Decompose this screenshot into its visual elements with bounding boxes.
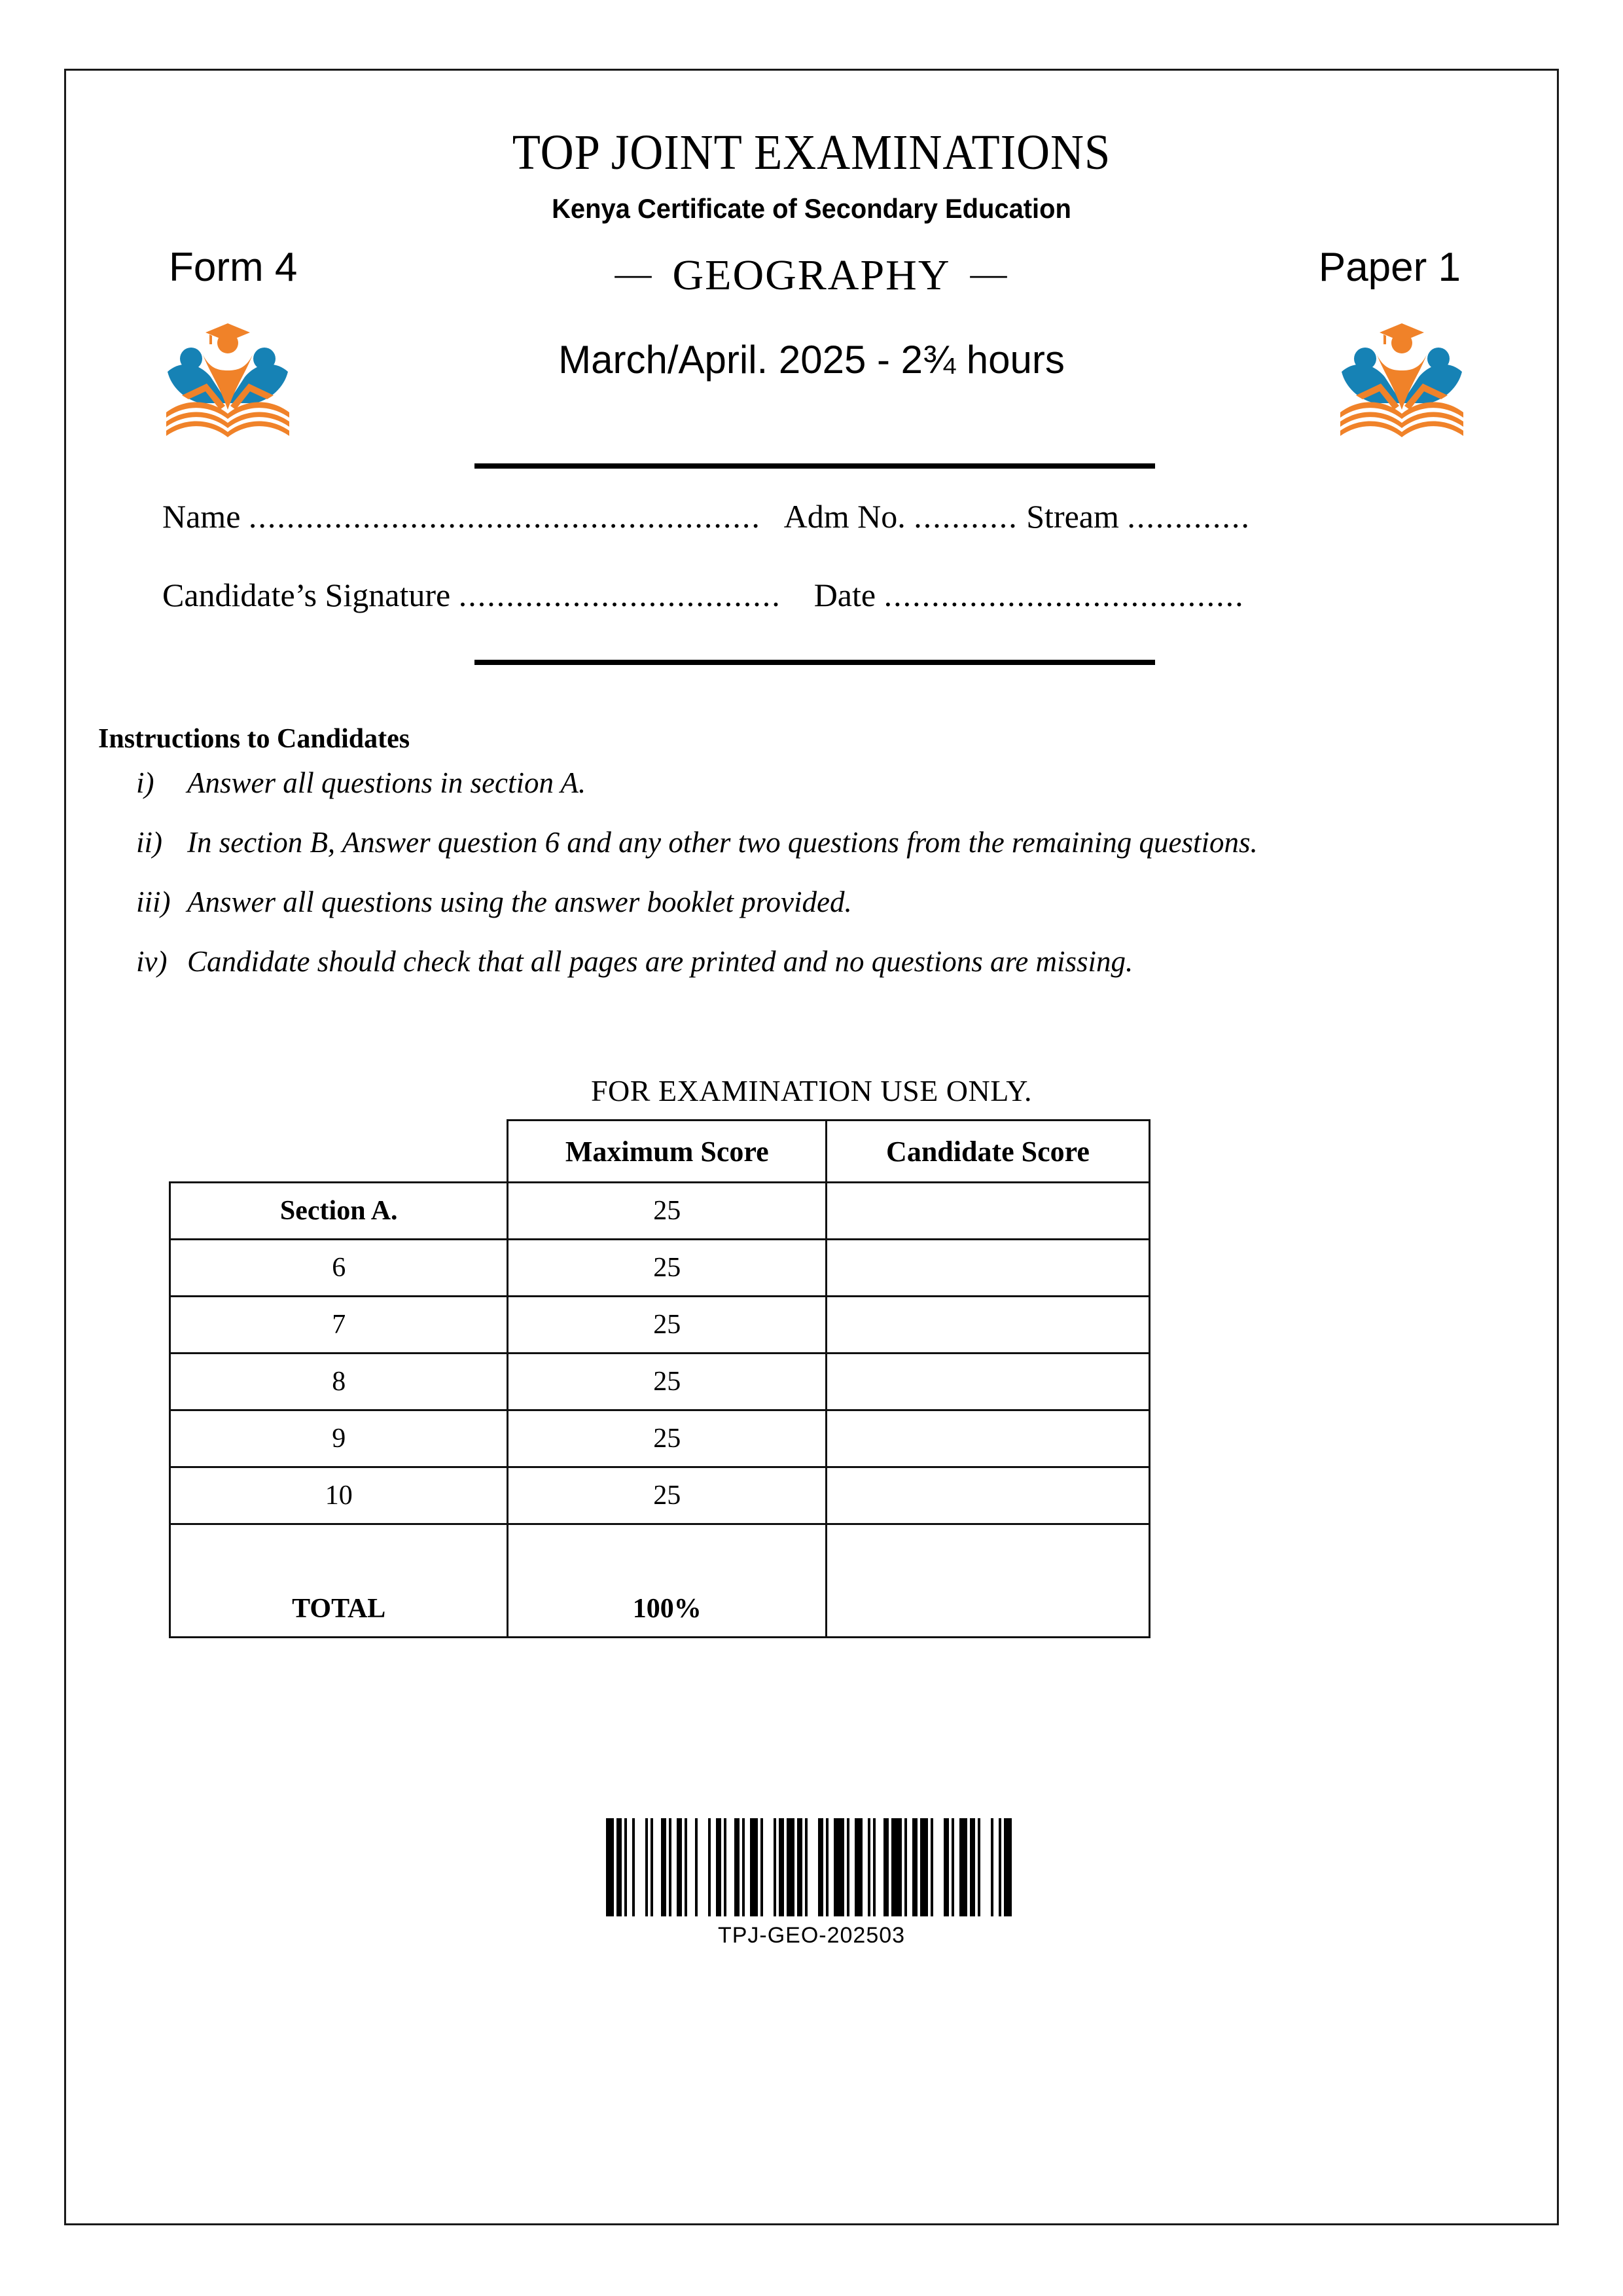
header-cell-candidate-score: Candidate Score [826, 1121, 1149, 1183]
table-row [170, 1354, 1150, 1410]
row-candidate-score[interactable] [826, 1410, 1149, 1467]
row-candidate-score[interactable] [826, 1240, 1149, 1297]
row-max-score: 25 [508, 1410, 827, 1467]
exam-table-title: FOR EXAMINATION USE ONLY. [590, 1074, 1033, 1107]
score-table [169, 1119, 1150, 1638]
list-item-text: Candidate should check that all pages are printed and no questions are missing. [187, 945, 1133, 978]
stream-label: Stream [1026, 498, 1119, 535]
table-row [170, 1467, 1150, 1524]
divider-top [474, 463, 1155, 469]
page-subtitle: Kenya Certificate of Secondary Education [552, 193, 1071, 224]
score-table-wrapper [169, 1119, 1150, 1638]
row-max-score: 25 [508, 1467, 827, 1524]
row-label: 7 [170, 1297, 508, 1354]
row-label: 8 [170, 1354, 508, 1410]
header-cell-blank [170, 1121, 508, 1183]
row-label-total: TOTAL [170, 1524, 508, 1638]
list-item-text: In section B, Answer question 6 and any other two questions from the remaining questions. [187, 826, 1258, 859]
barcode-image [606, 1818, 1017, 1916]
dash-left-icon: — [615, 253, 653, 294]
list-item-marker: ii) [136, 826, 162, 859]
table-row-total [170, 1524, 1150, 1638]
divider-bottom [474, 660, 1155, 665]
list-item-text: Answer all questions in section A. [187, 766, 586, 799]
row-label: 6 [170, 1240, 508, 1297]
date-input[interactable]: ...................................... [883, 577, 1245, 613]
adm-label: Adm No. [783, 498, 906, 535]
header-cell-maximum-score: Maximum Score [508, 1121, 827, 1183]
row-label: 10 [170, 1467, 508, 1524]
name-input[interactable]: ...................................................... [248, 498, 761, 535]
instructions-list [136, 766, 1533, 1004]
table-header-row [170, 1121, 1150, 1183]
list-item-marker: iv) [136, 945, 168, 978]
table-row [170, 1183, 1150, 1240]
row-max-score: 25 [508, 1297, 827, 1354]
subject-name: GEOGRAPHY [672, 251, 951, 299]
list-item [136, 825, 1533, 859]
paper-label: Paper 1 [1318, 245, 1461, 290]
stream-input[interactable]: ............. [1127, 498, 1251, 535]
signature-label: Candidate’s Signature [162, 577, 451, 613]
barcode-block [64, 1810, 1559, 1948]
table-row [170, 1240, 1150, 1297]
form-subject-paper-row [64, 232, 1559, 311]
list-item-marker: i) [136, 766, 154, 799]
row-candidate-score[interactable] [826, 1183, 1149, 1240]
row-label: 9 [170, 1410, 508, 1467]
table-row [170, 1410, 1150, 1467]
row-candidate-score-total[interactable] [826, 1524, 1149, 1638]
instructions-heading: Instructions to Candidates [98, 724, 410, 754]
candidate-name-row [64, 497, 1559, 535]
exam-datetime: March/April. 2025 - 2¾ hours [558, 338, 1065, 382]
form-label: Form 4 [169, 245, 298, 290]
list-item [136, 944, 1533, 978]
row-candidate-score[interactable] [826, 1467, 1149, 1524]
row-max-score: 25 [508, 1240, 827, 1297]
list-item [136, 766, 1533, 800]
list-item-marker: iii) [136, 886, 171, 918]
table-row [170, 1297, 1150, 1354]
barcode-text: TPJ-GEO-202503 [717, 1923, 906, 1948]
name-label: Name [162, 498, 241, 535]
row-candidate-score[interactable] [826, 1354, 1149, 1410]
list-item [136, 885, 1533, 919]
date-label: Date [813, 577, 876, 613]
signature-input[interactable]: .................................. [458, 577, 781, 613]
adm-number-input[interactable]: ........... [914, 498, 1018, 535]
row-max-score-total: 100% [508, 1524, 827, 1638]
list-item-text: Answer all questions using the answer booklet provided. [187, 886, 852, 918]
dash-right-icon: — [970, 253, 1008, 294]
candidate-signature-row [64, 576, 1559, 614]
row-candidate-score[interactable] [826, 1297, 1149, 1354]
page-title: TOP JOINT EXAMINATIONS [512, 125, 1111, 180]
exam-cover-page [64, 69, 1559, 2225]
row-max-score: 25 [508, 1354, 827, 1410]
row-label: Section A. [170, 1183, 508, 1240]
row-max-score: 25 [508, 1183, 827, 1240]
